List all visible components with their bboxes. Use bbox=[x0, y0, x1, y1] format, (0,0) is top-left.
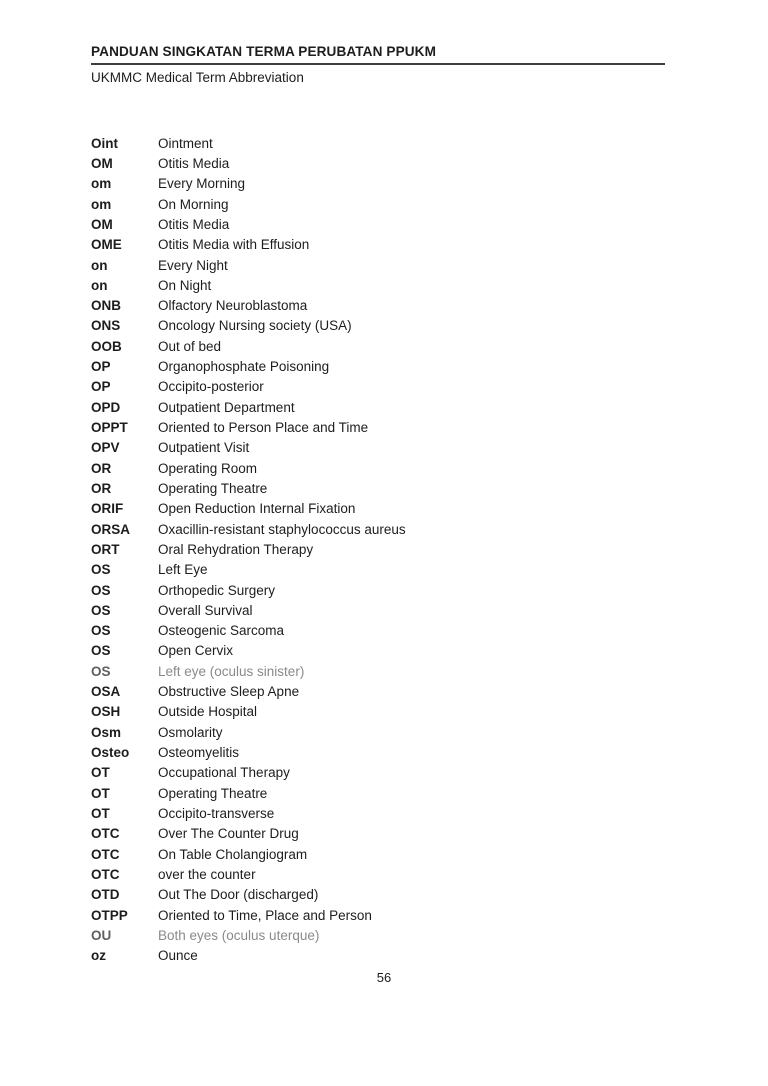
list-item bbox=[91, 824, 665, 844]
list-item bbox=[91, 946, 665, 966]
definition: Over The Counter Drug bbox=[158, 826, 299, 842]
definition: Out The Door (discharged) bbox=[158, 887, 319, 903]
definition: Organophosphate Poisoning bbox=[158, 359, 330, 375]
definition: Osteogenic Sarcoma bbox=[158, 623, 285, 639]
document-subtitle: UKMMC Medical Term Abbreviation bbox=[91, 70, 304, 85]
list-item bbox=[91, 356, 665, 376]
list-item bbox=[91, 885, 665, 905]
list-item bbox=[91, 763, 665, 783]
definition: Both eyes (oculus uterque) bbox=[158, 927, 320, 943]
abbreviation: OU bbox=[91, 927, 112, 943]
abbreviation: Osteo bbox=[91, 745, 130, 761]
abbreviation: OT bbox=[91, 765, 110, 781]
list-item bbox=[91, 702, 665, 722]
abbreviation: OP bbox=[91, 359, 111, 375]
list-item bbox=[91, 153, 665, 173]
list-item bbox=[91, 864, 665, 884]
abbreviation: OS bbox=[91, 623, 111, 639]
list-item bbox=[91, 803, 665, 823]
definition: Osteomyelitis bbox=[158, 745, 240, 761]
abbreviation: ORT bbox=[91, 541, 120, 557]
page-header bbox=[91, 44, 665, 86]
list-item bbox=[91, 377, 665, 397]
list-item bbox=[91, 580, 665, 600]
definition: Ointment bbox=[158, 135, 213, 151]
list-item bbox=[91, 235, 665, 255]
page-number: 56 bbox=[376, 970, 392, 985]
definition: Open Reduction Internal Fixation bbox=[158, 501, 356, 517]
definition: Otitis Media bbox=[158, 155, 230, 171]
abbreviation: om bbox=[91, 196, 112, 212]
definition: Oriented to Time, Place and Person bbox=[158, 907, 372, 923]
definition: Operating Theatre bbox=[158, 785, 268, 801]
list-item bbox=[91, 722, 665, 742]
list-item bbox=[91, 621, 665, 641]
list-item bbox=[91, 539, 665, 559]
abbreviation: OM bbox=[91, 155, 113, 171]
document-title: PANDUAN SINGKATAN TERMA PERUBATAN PPUKM bbox=[91, 44, 436, 59]
definition: Outside Hospital bbox=[158, 704, 258, 720]
list-item bbox=[91, 844, 665, 864]
list-item bbox=[91, 783, 665, 803]
definition: Occupational Therapy bbox=[158, 765, 290, 781]
list-item bbox=[91, 681, 665, 701]
abbreviation: OS bbox=[91, 562, 111, 578]
definition: Out of bed bbox=[158, 338, 222, 354]
abbreviation: OR bbox=[91, 480, 112, 496]
list-item bbox=[91, 397, 665, 417]
document-page bbox=[91, 44, 665, 966]
abbreviation: OTD bbox=[91, 887, 120, 903]
definition: Overall Survival bbox=[158, 602, 253, 618]
definition: over the counter bbox=[158, 866, 256, 882]
list-item bbox=[91, 336, 665, 356]
abbreviation: OPPT bbox=[91, 420, 128, 436]
definition: On Night bbox=[158, 277, 212, 293]
list-item bbox=[91, 519, 665, 539]
list-item bbox=[91, 661, 665, 681]
definition: On Morning bbox=[158, 196, 229, 212]
list-item bbox=[91, 499, 665, 519]
definition: Oral Rehydration Therapy bbox=[158, 541, 314, 557]
definition: Outpatient Visit bbox=[158, 440, 250, 456]
abbreviation: ONB bbox=[91, 298, 121, 314]
definition: Occipito-transverse bbox=[158, 805, 275, 821]
abbreviation: OTC bbox=[91, 866, 120, 882]
list-item bbox=[91, 478, 665, 498]
definition: Obstructive Sleep Apne bbox=[158, 684, 300, 700]
definition: On Table Cholangiogram bbox=[158, 846, 308, 862]
list-item bbox=[91, 275, 665, 295]
list-item bbox=[91, 133, 665, 153]
abbreviation: OP bbox=[91, 379, 111, 395]
list-item bbox=[91, 560, 665, 580]
definition: Occipito-posterior bbox=[158, 379, 264, 395]
abbreviation: OOB bbox=[91, 338, 122, 354]
list-item bbox=[91, 742, 665, 762]
abbreviation: OME bbox=[91, 237, 122, 253]
abbreviation: OS bbox=[91, 663, 111, 679]
abbreviation: OTC bbox=[91, 846, 120, 862]
abbreviation: Oint bbox=[91, 135, 118, 151]
list-item bbox=[91, 458, 665, 478]
list-item bbox=[91, 905, 665, 925]
abbreviation: ORSA bbox=[91, 521, 131, 537]
abbreviation: OM bbox=[91, 216, 113, 232]
abbreviation: Osm bbox=[91, 724, 122, 740]
abbreviation: OPD bbox=[91, 399, 121, 415]
abbreviation: OSH bbox=[91, 704, 121, 720]
list-item bbox=[91, 194, 665, 214]
header-rule bbox=[91, 63, 665, 65]
definition: Otitis Media bbox=[158, 216, 230, 232]
list-item bbox=[91, 600, 665, 620]
list-item bbox=[91, 255, 665, 275]
list-item bbox=[91, 641, 665, 661]
abbreviation: ONS bbox=[91, 318, 121, 334]
definition: Left eye (oculus sinister) bbox=[158, 663, 305, 679]
list-item bbox=[91, 438, 665, 458]
abbreviation: OS bbox=[91, 582, 111, 598]
abbreviation: oz bbox=[91, 948, 106, 964]
definition: Oxacillin-resistant staphylococcus aureus bbox=[158, 521, 406, 537]
definition: Outpatient Department bbox=[158, 399, 295, 415]
definition: Every Night bbox=[158, 257, 228, 273]
abbreviation: on bbox=[91, 277, 108, 293]
abbreviation: OTC bbox=[91, 826, 120, 842]
abbreviation: OPV bbox=[91, 440, 120, 456]
list-item bbox=[91, 214, 665, 234]
abbreviation: OSA bbox=[91, 684, 121, 700]
list-item bbox=[91, 417, 665, 437]
definition: Open Cervix bbox=[158, 643, 234, 659]
abbreviation: OT bbox=[91, 805, 110, 821]
abbreviation-list bbox=[91, 133, 665, 966]
definition: Oriented to Person Place and Time bbox=[158, 420, 369, 436]
abbreviation: OTPP bbox=[91, 907, 128, 923]
definition: Operating Room bbox=[158, 460, 258, 476]
definition: Operating Theatre bbox=[158, 480, 268, 496]
definition: Otitis Media with Effusion bbox=[158, 237, 310, 253]
list-item bbox=[91, 174, 665, 194]
abbreviation: OS bbox=[91, 602, 111, 618]
abbreviation: on bbox=[91, 257, 108, 273]
abbreviation: OR bbox=[91, 460, 112, 476]
list-item bbox=[91, 316, 665, 336]
abbreviation: om bbox=[91, 176, 112, 192]
definition: Every Morning bbox=[158, 176, 246, 192]
list-item bbox=[91, 925, 665, 945]
definition: Osmolarity bbox=[158, 724, 223, 740]
definition: Oncology Nursing society (USA) bbox=[158, 318, 352, 334]
list-item bbox=[91, 296, 665, 316]
definition: Ounce bbox=[158, 948, 198, 964]
abbreviation: OS bbox=[91, 643, 111, 659]
definition: Left Eye bbox=[158, 562, 208, 578]
abbreviation: ORIF bbox=[91, 501, 124, 517]
definition: Olfactory Neuroblastoma bbox=[158, 298, 308, 314]
abbreviation: OT bbox=[91, 785, 110, 801]
definition: Orthopedic Surgery bbox=[158, 582, 276, 598]
